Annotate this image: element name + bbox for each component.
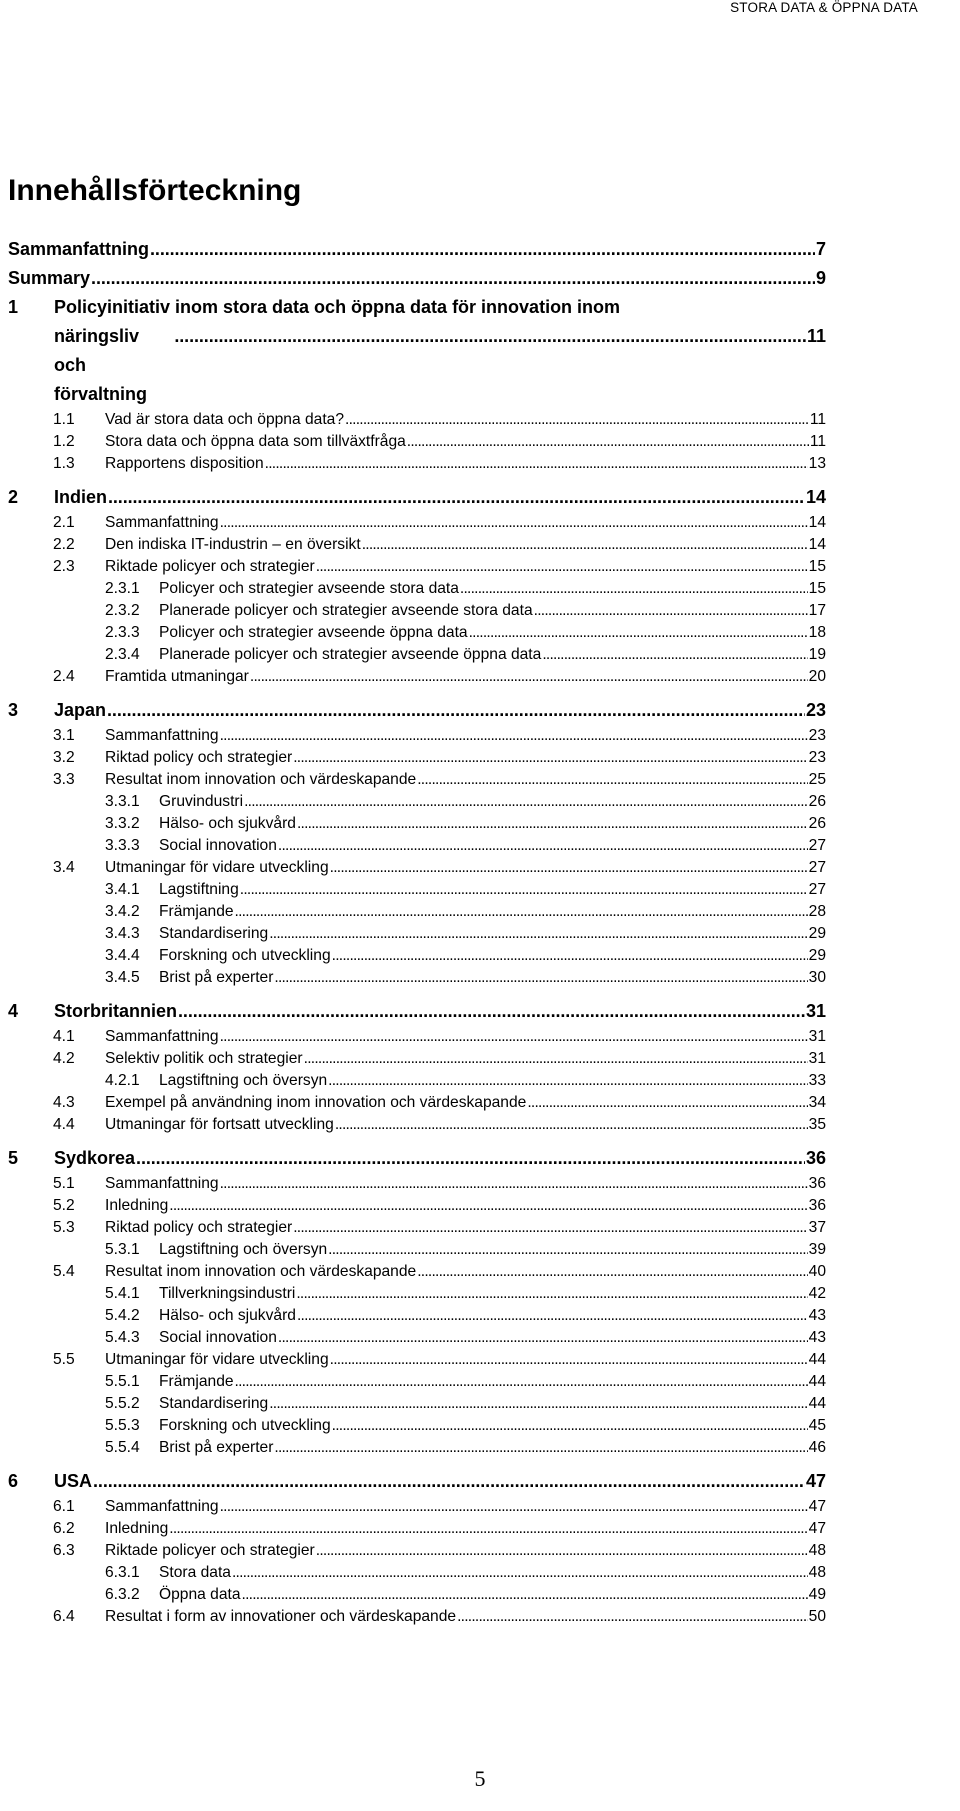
toc-entry-page: 43	[808, 1307, 826, 1324]
toc-entry-label: Brist på experter	[159, 1439, 274, 1456]
toc-entry-number: 2.3	[53, 558, 75, 575]
dot-leader	[297, 1305, 808, 1327]
table-of-contents	[8, 235, 826, 1628]
toc-entry-number: 5.5.1	[105, 1373, 140, 1390]
toc-subsection[interactable]	[8, 622, 826, 644]
dot-leader	[232, 1562, 808, 1584]
toc-subsection[interactable]	[8, 1239, 826, 1261]
toc-entry-page: 31	[808, 1028, 826, 1045]
toc-entry-label: Framtida utmaningar	[105, 668, 249, 685]
dot-leader	[362, 534, 808, 556]
toc-entry-number: 5.5.2	[105, 1395, 140, 1412]
toc-entry-page: 40	[808, 1263, 826, 1280]
toc-entry-number: 4.4	[53, 1116, 75, 1133]
toc-entry-page: 31	[808, 1050, 826, 1067]
toc-entry-label: Japan	[54, 700, 107, 720]
dot-leader	[457, 1606, 808, 1628]
toc-chapter-1[interactable]	[8, 293, 826, 409]
toc-chapter-6[interactable]	[8, 1467, 826, 1496]
toc-subsection[interactable]	[8, 879, 826, 901]
dot-leader	[220, 1496, 808, 1518]
toc-entry-number: 2.3.4	[105, 646, 140, 663]
toc-title: Innehållsförteckning	[8, 174, 302, 207]
dot-leader	[345, 409, 809, 431]
toc-entry-label: Gruvindustri	[159, 793, 244, 810]
dot-leader	[293, 747, 807, 769]
toc-entry-page: 46	[808, 1439, 826, 1456]
dot-leader	[169, 1518, 807, 1540]
toc-entry-number: 3.3	[53, 771, 75, 788]
toc-subsection[interactable]	[8, 1305, 826, 1327]
toc-entry-page: 7	[815, 239, 826, 259]
dot-leader	[293, 1217, 807, 1239]
toc-entry-label: Hälso- och sjukvård	[159, 1307, 296, 1324]
toc-entry-label: Policyer och strategier avseende stora data	[159, 580, 459, 597]
toc-subsection[interactable]	[8, 644, 826, 666]
toc-entry-label: Standardisering	[159, 1395, 269, 1412]
toc-entry-label: Social innovation	[159, 1329, 277, 1346]
toc-section[interactable]	[8, 1261, 826, 1283]
toc-entry-page: 35	[808, 1116, 826, 1133]
toc-entry-page: 44	[808, 1373, 826, 1390]
toc-subsection[interactable]	[8, 1437, 826, 1459]
toc-subsection[interactable]	[8, 791, 826, 813]
dot-leader	[274, 967, 807, 989]
page-number: 5	[474, 1766, 486, 1791]
toc-entry-page: 14	[808, 514, 826, 531]
dot-leader	[417, 769, 807, 791]
running-header: STORA DATA & ÖPPNA DATA	[730, 0, 918, 15]
dot-leader	[178, 997, 805, 1026]
toc-entry-page: 47	[808, 1498, 826, 1515]
toc-entry-label: Indien	[54, 487, 107, 507]
toc-entry-page: 37	[808, 1219, 826, 1236]
toc-entry-number: 1	[8, 297, 19, 317]
toc-section[interactable]	[8, 725, 826, 747]
toc-subsection[interactable]	[8, 967, 826, 989]
toc-entry-number: 1.3	[53, 455, 75, 472]
toc-entry-label: Planerade policyer och strategier avseende öppna data	[159, 646, 542, 663]
toc-subsection[interactable]	[8, 1393, 826, 1415]
dot-leader	[235, 1371, 808, 1393]
toc-entry-number: 2.3.3	[105, 624, 140, 641]
toc-entry-page: 11	[806, 326, 826, 346]
toc-subsection[interactable]	[8, 813, 826, 835]
toc-entry-page: 36	[805, 1148, 826, 1168]
toc-entry-page: 27	[808, 837, 826, 854]
dot-leader	[108, 483, 805, 512]
toc-entry-label: Sammanfattning	[105, 1175, 219, 1192]
toc-entry-label: Sydkorea	[54, 1148, 136, 1168]
toc-entry-label: Den indiska IT-industrin – en översikt	[105, 536, 361, 553]
toc-section[interactable]	[8, 1048, 826, 1070]
toc-entry-label: Sammanfattning	[105, 514, 219, 531]
toc-entry-number: 6.3.2	[105, 1586, 140, 1603]
toc-subsection[interactable]	[8, 1283, 826, 1305]
dot-leader	[220, 512, 808, 534]
toc-entry-label: Hälso- och sjukvård	[159, 815, 296, 832]
toc-chapter-5[interactable]	[8, 1144, 826, 1173]
toc-subsection[interactable]	[8, 1562, 826, 1584]
toc-entry-sammanfattning[interactable]	[8, 235, 826, 264]
toc-entry-page: 28	[808, 903, 826, 920]
toc-entry-page: 49	[808, 1586, 826, 1603]
toc-entry-number: 5.5.4	[105, 1439, 140, 1456]
dot-leader	[242, 1584, 808, 1606]
toc-entry-label: Riktade policyer och strategier	[105, 1542, 315, 1559]
toc-entry-page: 11	[809, 433, 826, 450]
toc-entry-label: Vad är stora data och öppna data?	[105, 411, 344, 428]
toc-entry-label: Inledning	[105, 1197, 169, 1214]
toc-entry-number: 3.4.3	[105, 925, 140, 942]
toc-entry-number: 2.4	[53, 668, 75, 685]
toc-entry-label: Rapportens disposition	[105, 455, 264, 472]
toc-section[interactable]	[8, 556, 826, 578]
dot-leader	[220, 1173, 808, 1195]
dot-leader	[235, 901, 808, 923]
toc-entry-number: 3.1	[53, 727, 75, 744]
toc-entry-label: Lagstiftning och översyn	[159, 1241, 328, 1258]
toc-section[interactable]	[8, 666, 826, 688]
toc-entry-number: 1.1	[53, 411, 75, 428]
toc-entry-label: Exempel på användning inom innovation och värdeskapande	[105, 1094, 527, 1111]
toc-entry-page: 36	[808, 1175, 826, 1192]
toc-section[interactable]	[8, 409, 826, 431]
dot-leader	[91, 264, 815, 293]
toc-entry-label: Planerade policyer och strategier avseende stora data	[159, 602, 533, 619]
dot-leader	[274, 1437, 807, 1459]
toc-entry-page: 50	[808, 1608, 826, 1625]
dot-leader	[330, 1349, 808, 1371]
toc-entry-label: Brist på experter	[159, 969, 274, 986]
toc-entry-number: 5.4.2	[105, 1307, 140, 1324]
dot-leader	[335, 1114, 808, 1136]
dot-leader	[250, 666, 808, 688]
toc-entry-page: 19	[808, 646, 826, 663]
toc-entry-page: 43	[808, 1329, 826, 1346]
dot-leader	[304, 1048, 808, 1070]
toc-entry-number: 3.2	[53, 749, 75, 766]
toc-entry-label: Öppna data	[159, 1586, 241, 1603]
toc-entry-number: 2	[8, 487, 19, 507]
toc-entry-number: 3	[8, 700, 19, 720]
dot-leader	[330, 857, 808, 879]
toc-entry-label: Lagstiftning	[159, 881, 239, 898]
toc-entry-page: 31	[805, 1001, 826, 1021]
toc-entry-page: 36	[808, 1197, 826, 1214]
toc-subsection[interactable]	[8, 901, 826, 923]
toc-section[interactable]	[8, 769, 826, 791]
toc-section[interactable]	[8, 1518, 826, 1540]
dot-leader	[316, 556, 808, 578]
toc-section[interactable]	[8, 453, 826, 475]
dot-leader	[407, 431, 809, 453]
toc-entry-number: 1.2	[53, 433, 75, 450]
toc-entry-page: 27	[808, 881, 826, 898]
dot-leader	[150, 235, 815, 264]
toc-entry-label: Resultat inom innovation och värdeskapande	[105, 1263, 417, 1280]
toc-entry-label: Forskning och utveckling	[159, 1417, 331, 1434]
toc-section[interactable]	[8, 1173, 826, 1195]
toc-subsection[interactable]	[8, 835, 826, 857]
toc-entry-page: 44	[808, 1351, 826, 1368]
toc-section[interactable]	[8, 1092, 826, 1114]
toc-entry-number: 4.1	[53, 1028, 75, 1045]
toc-entry-label: Lagstiftning och översyn	[159, 1072, 328, 1089]
toc-chapter-4[interactable]	[8, 997, 826, 1026]
toc-entry-label: Utmaningar för vidare utveckling	[105, 859, 329, 876]
toc-entry-label: Storbritannien	[54, 1001, 178, 1021]
toc-entry-number: 3.3.3	[105, 837, 140, 854]
toc-subsection[interactable]	[8, 1415, 826, 1437]
toc-entry-number: 4	[8, 1001, 19, 1021]
dot-leader	[316, 1540, 808, 1562]
toc-entry-number: 3.4.2	[105, 903, 140, 920]
toc-entry-number: 3.4.4	[105, 947, 140, 964]
toc-entry-number: 6.2	[53, 1520, 75, 1537]
toc-entry-page: 45	[808, 1417, 826, 1434]
toc-section[interactable]	[8, 534, 826, 556]
dot-leader	[297, 813, 808, 835]
toc-subsection[interactable]	[8, 600, 826, 622]
toc-entry-number: 5.4.3	[105, 1329, 140, 1346]
toc-entry-label: Forskning och utveckling	[159, 947, 331, 964]
toc-entry-page: 15	[808, 580, 826, 597]
dot-leader	[107, 696, 805, 725]
toc-chapter-3[interactable]	[8, 696, 826, 725]
toc-section[interactable]	[8, 431, 826, 453]
toc-entry-number: 6.3	[53, 1542, 75, 1559]
dot-leader	[269, 923, 807, 945]
toc-entry-label: Resultat inom innovation och värdeskapande	[105, 771, 417, 788]
toc-entry-label: Stora data och öppna data som tillväxtfråga	[105, 433, 406, 450]
toc-entry-number: 4.2	[53, 1050, 75, 1067]
toc-entry-label: Riktade policyer och strategier	[105, 558, 315, 575]
toc-entry-number: 2.2	[53, 536, 75, 553]
toc-subsection[interactable]	[8, 1327, 826, 1349]
toc-entry-page: 42	[808, 1285, 826, 1302]
toc-entry-number: 3.4.5	[105, 969, 140, 986]
toc-entry-page: 33	[808, 1072, 826, 1089]
toc-entry-number: 5.1	[53, 1175, 75, 1192]
toc-entry-page: 30	[808, 969, 826, 986]
dot-leader	[269, 1393, 807, 1415]
toc-entry-number: 2.3.2	[105, 602, 140, 619]
toc-entry-label: Sammanfattning	[105, 727, 219, 744]
toc-subsection[interactable]	[8, 1371, 826, 1393]
dot-leader	[136, 1144, 805, 1173]
toc-entry-label: Resultat i form av innovationer och värdeskapande	[105, 1608, 457, 1625]
toc-entry-number: 2.1	[53, 514, 75, 531]
dot-leader	[460, 578, 808, 600]
toc-entry-label: Policyer och strategier avseende öppna data	[159, 624, 468, 641]
dot-leader	[332, 1415, 808, 1437]
dot-leader	[278, 1327, 808, 1349]
toc-entry-summary[interactable]	[8, 264, 826, 293]
toc-entry-label-line2: näringsliv och förvaltning	[54, 326, 147, 404]
toc-section[interactable]	[8, 857, 826, 879]
toc-entry-number: 4.3	[53, 1094, 75, 1111]
dot-leader	[174, 322, 806, 351]
toc-subsection[interactable]	[8, 1584, 826, 1606]
dot-leader	[328, 1239, 807, 1261]
dot-leader	[296, 1283, 807, 1305]
dot-leader	[240, 879, 808, 901]
toc-entry-label: Främjande	[159, 1373, 234, 1390]
toc-entry-label: Sammanfattning	[8, 239, 150, 259]
toc-entry-page: 48	[808, 1564, 826, 1581]
toc-entry-page: 39	[808, 1241, 826, 1258]
toc-entry-page: 34	[808, 1094, 826, 1111]
toc-entry-number: 5.5.3	[105, 1417, 140, 1434]
toc-entry-page: 29	[808, 925, 826, 942]
toc-section[interactable]	[8, 1195, 826, 1217]
dot-leader	[220, 1026, 808, 1048]
toc-entry-number: 3.3.1	[105, 793, 140, 810]
dot-leader	[332, 945, 808, 967]
toc-entry-number: 6.1	[53, 1498, 75, 1515]
toc-entry-page: 47	[808, 1520, 826, 1537]
toc-section[interactable]	[8, 1026, 826, 1048]
toc-entry-label: Utmaningar för vidare utveckling	[105, 1351, 329, 1368]
toc-entry-page: 18	[808, 624, 826, 641]
toc-section[interactable]	[8, 747, 826, 769]
toc-entry-page: 14	[805, 487, 826, 507]
toc-entry-label: USA	[54, 1471, 93, 1491]
toc-entry-number: 6.4	[53, 1608, 75, 1625]
toc-entry-page: 14	[808, 536, 826, 553]
dot-leader	[169, 1195, 807, 1217]
dot-leader	[265, 453, 808, 475]
toc-entry-label: Riktad policy och strategier	[105, 1219, 293, 1236]
toc-entry-page: 23	[805, 700, 826, 720]
toc-subsection[interactable]	[8, 923, 826, 945]
toc-entry-page: 20	[808, 668, 826, 685]
toc-entry-label: Främjande	[159, 903, 234, 920]
toc-entry-page: 23	[808, 749, 826, 766]
toc-entry-label: Social innovation	[159, 837, 277, 854]
toc-entry-page: 26	[808, 793, 826, 810]
toc-section[interactable]	[8, 1114, 826, 1136]
toc-entry-number: 5.5	[53, 1351, 75, 1368]
toc-entry-label: Utmaningar för fortsatt utveckling	[105, 1116, 334, 1133]
dot-leader	[469, 622, 808, 644]
dot-leader	[93, 1467, 805, 1496]
toc-section[interactable]	[8, 1217, 826, 1239]
toc-chapter-2[interactable]	[8, 483, 826, 512]
toc-entry-label: Sammanfattning	[105, 1498, 219, 1515]
toc-entry-page: 47	[805, 1471, 826, 1491]
toc-subsection[interactable]	[8, 1070, 826, 1092]
dot-leader	[534, 600, 808, 622]
toc-entry-page: 23	[808, 727, 826, 744]
toc-entry-label: Summary	[8, 268, 91, 288]
toc-entry-number: 3.4.1	[105, 881, 140, 898]
dot-leader	[328, 1070, 807, 1092]
toc-entry-label: Selektiv politik och strategier	[105, 1050, 303, 1067]
dot-leader	[542, 644, 807, 666]
toc-subsection[interactable]	[8, 578, 826, 600]
toc-entry-number: 5.4	[53, 1263, 75, 1280]
toc-entry-number: 5.4.1	[105, 1285, 140, 1302]
toc-entry-label-line1: Policyinitiativ inom stora data och öppna data för innovation inom	[54, 297, 621, 317]
dot-leader	[220, 725, 808, 747]
toc-section[interactable]	[8, 1540, 826, 1562]
toc-entry-page: 26	[808, 815, 826, 832]
toc-entry-page: 27	[808, 859, 826, 876]
toc-entry-page: 13	[808, 455, 826, 472]
toc-entry-number: 5.3.1	[105, 1241, 140, 1258]
toc-entry-label: Sammanfattning	[105, 1028, 219, 1045]
toc-entry-number: 5	[8, 1148, 19, 1168]
toc-entry-number: 6.3.1	[105, 1564, 140, 1581]
toc-entry-label: Tillverkningsindustri	[159, 1285, 296, 1302]
toc-section[interactable]	[8, 1496, 826, 1518]
toc-entry-number: 4.2.1	[105, 1072, 140, 1089]
toc-chapters	[8, 483, 826, 1628]
dot-leader	[244, 791, 808, 813]
dot-leader	[417, 1261, 807, 1283]
toc-section[interactable]	[8, 1606, 826, 1628]
toc-entry-page: 25	[808, 771, 826, 788]
toc-entry-page: 9	[815, 268, 826, 288]
toc-entry-page: 15	[808, 558, 826, 575]
dot-leader	[527, 1092, 807, 1114]
toc-entry-label: Riktad policy och strategier	[105, 749, 293, 766]
toc-entry-page: 44	[808, 1395, 826, 1412]
toc-subsection[interactable]	[8, 945, 826, 967]
dot-leader	[278, 835, 808, 857]
toc-entry-label: Stora data	[159, 1564, 231, 1581]
toc-entry-number: 3.3.2	[105, 815, 140, 832]
toc-section[interactable]	[8, 512, 826, 534]
toc-entry-number: 3.4	[53, 859, 75, 876]
toc-entry-number: 6	[8, 1471, 19, 1491]
toc-entry-label: Standardisering	[159, 925, 269, 942]
toc-entry-label: Inledning	[105, 1520, 169, 1537]
toc-section[interactable]	[8, 1349, 826, 1371]
toc-entry-page: 11	[809, 411, 826, 428]
toc-entry-number: 5.2	[53, 1197, 75, 1214]
toc-entry-page: 29	[808, 947, 826, 964]
toc-entry-page: 17	[808, 602, 826, 619]
toc-entry-number: 2.3.1	[105, 580, 140, 597]
toc-entry-page: 48	[808, 1542, 826, 1559]
toc-entry-number: 5.3	[53, 1219, 75, 1236]
